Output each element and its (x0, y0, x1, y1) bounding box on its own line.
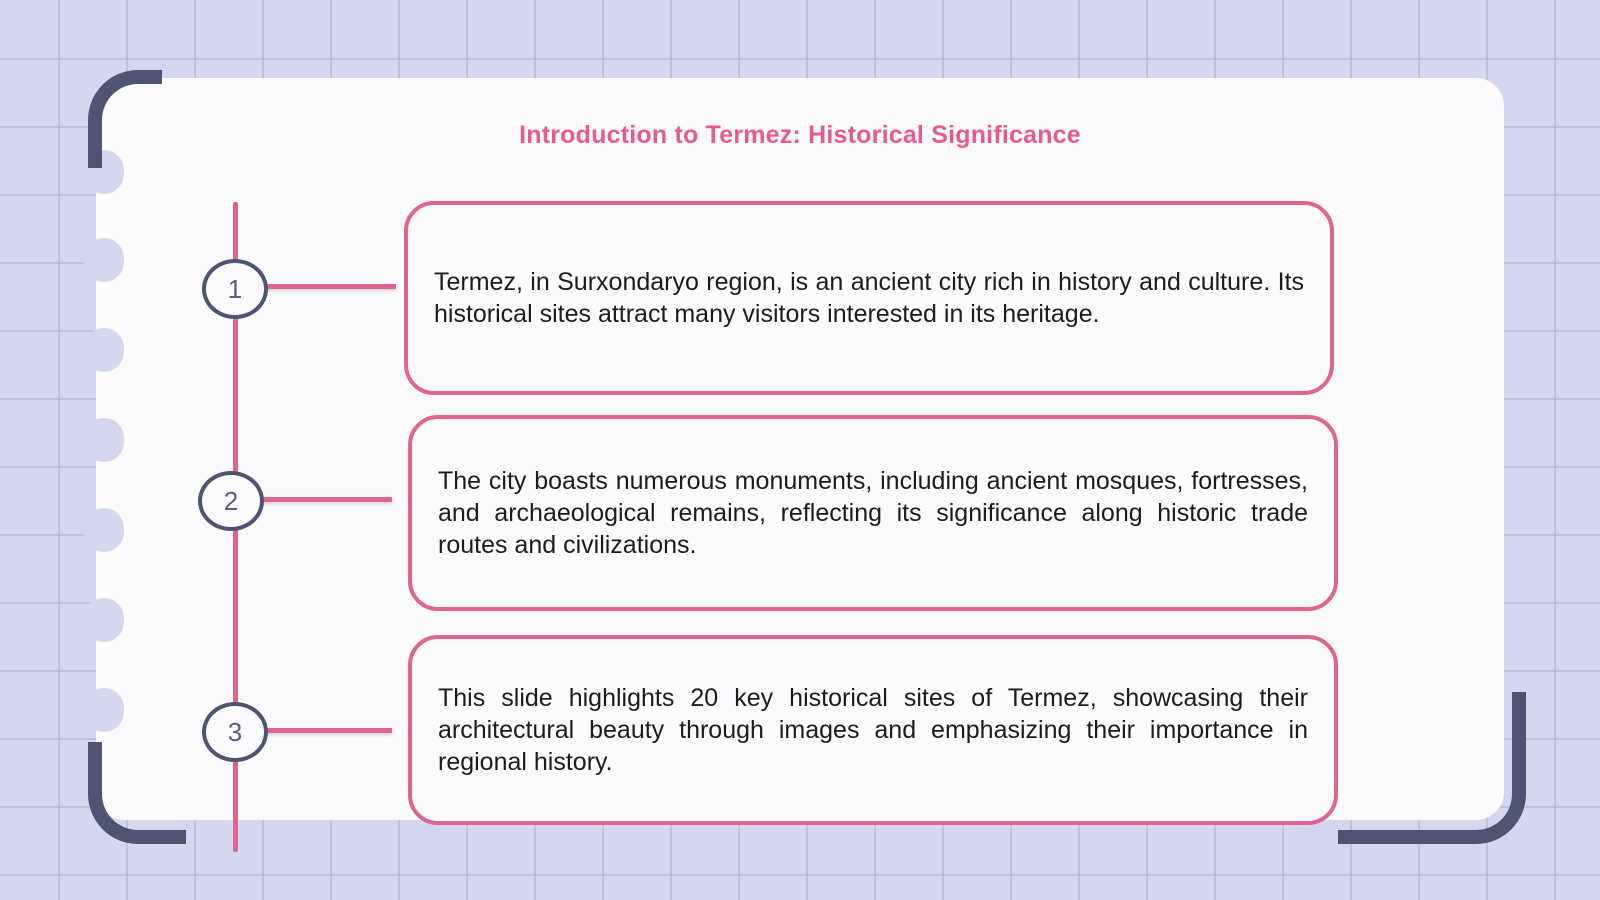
corner-bracket-bottom-right (1338, 692, 1526, 844)
content-text-2: The city boasts numerous monuments, including ancient mosques, fortresses, and archaeological remains, reflecting its significance along historic trade routes and civilizations. (438, 467, 1308, 559)
step-number-1: 1 (202, 259, 268, 319)
card-edge-notch (84, 328, 124, 372)
content-box-3 (408, 635, 1338, 825)
timeline-connector-2 (262, 497, 392, 502)
content-box-1 (404, 201, 1334, 395)
card-edge-notch (84, 238, 124, 282)
content-box-2 (408, 415, 1338, 611)
timeline-connector-1 (266, 284, 396, 289)
content-text-3: This slide highlights 20 key historical sites of Termez, showcasing their architectural beauty through images and emphasizing their importance in regional history. (438, 684, 1308, 776)
step-number-2: 2 (198, 471, 264, 531)
corner-bracket-bottom-left (88, 742, 186, 844)
slide-title: Introduction to Termez: Historical Significance (519, 121, 1081, 149)
card-edge-notch (84, 508, 124, 552)
card-edge-notch (84, 418, 124, 462)
step-number-3: 3 (202, 702, 268, 762)
corner-bracket-top-left (88, 70, 162, 168)
content-text-1: Termez, in Surxondaryo region, is an ancient city rich in history and culture. Its historical sites attract many visitors interested in its heritage. (434, 268, 1304, 328)
timeline-connector-3 (266, 728, 392, 733)
card-edge-notch (84, 688, 124, 732)
card-edge-notch (84, 598, 124, 642)
